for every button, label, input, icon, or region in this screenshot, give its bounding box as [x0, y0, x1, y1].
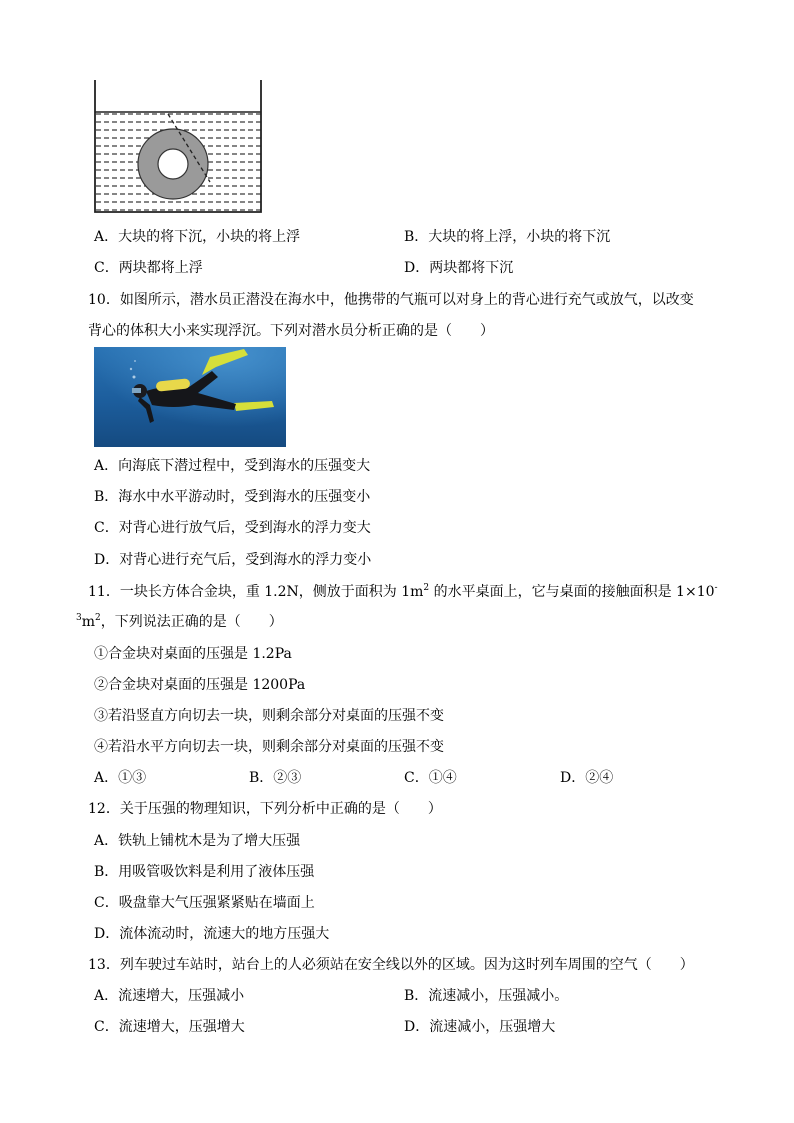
q11-stem-line2: $^3m^2$，下列说法正确的是（ ）: [76, 613, 283, 630]
q13-option-d: D．流速减小，压强增大: [404, 1019, 556, 1035]
q10-option-c: C．对背心进行放气后，受到海水的浮力变大: [94, 520, 371, 536]
ring-hole: [158, 149, 188, 179]
q11-statement-3: ③若沿竖直方向切去一块，则剩余部分对桌面的压强不变: [94, 708, 444, 724]
q12-option-d: D．流体流动时，流速大的地方压强大: [94, 926, 330, 942]
q11-option-c: C．①④: [404, 770, 457, 786]
q13-option-a: A．流速增大，压强减小: [94, 988, 245, 1004]
q9-option-b: B．大块的将上浮，小块的将下沉: [404, 229, 611, 245]
q13-option-c: C．流速增大，压强增大: [94, 1019, 245, 1035]
q11-statement-4: ④若沿水平方向切去一块，则剩余部分对桌面的压强不变: [94, 739, 444, 755]
mask: [132, 388, 141, 393]
container-ring-figure: [88, 78, 270, 218]
q11-option-d: D．②④: [560, 770, 614, 786]
q12-option-a: A．铁轨上铺枕木是为了增大压强: [94, 833, 301, 849]
q9-option-d: D．两块都将下沉: [404, 260, 514, 276]
q10-option-a: A．向海底下潜过程中，受到海水的压强变大: [94, 458, 371, 474]
q9-option-a: A．大块的将下沉，小块的将上浮: [94, 229, 301, 245]
q12-option-c: C．吸盘靠大气压强紧紧贴在墙面上: [94, 895, 315, 911]
q10-stem-line2: 背心的体积大小来实现浮沉。下列对潜水员分析正确的是（ ）: [88, 323, 494, 339]
q13-stem: 13．列车驶过车站时，站台上的人必须站在安全线以外的区域。因为这时列车周围的空气（ ）: [88, 957, 694, 973]
q11-stem-line1: 11．一块长方体合金块，重 1.2N，侧放于面积为 $1m^2$ 的水平桌面上，它与桌面的接触面积是 1×10-: [88, 583, 718, 600]
q12-stem: 12．关于压强的物理知识，下列分析中正确的是（ ）: [88, 801, 442, 817]
q10-option-d: D．对背心进行充气后，受到海水的浮力变小: [94, 552, 372, 568]
q10-stem-line1: 10．如图所示，潜水员正潜没在海水中，他携带的气瓶可以对身上的背心进行充气或放气，以改变: [88, 292, 694, 308]
q10-option-b: B．海水中水平游动时，受到海水的压强变小: [94, 489, 371, 505]
q11-option-a: A．①③: [94, 770, 147, 786]
q11-statement-1: ①合金块对桌面的压强是 1.2Pa: [94, 646, 292, 662]
q9-option-c: C．两块都将上浮: [94, 260, 203, 276]
q11-option-b: B．②③: [249, 770, 302, 786]
diver-photo: [94, 347, 286, 447]
q11-statement-2: ②合金块对桌面的压强是 1200Pa: [94, 677, 306, 693]
q13-option-b: B．流速减小，压强减小。: [404, 988, 569, 1004]
q12-option-b: B．用吸管吸饮料是利用了液体压强: [94, 864, 315, 880]
